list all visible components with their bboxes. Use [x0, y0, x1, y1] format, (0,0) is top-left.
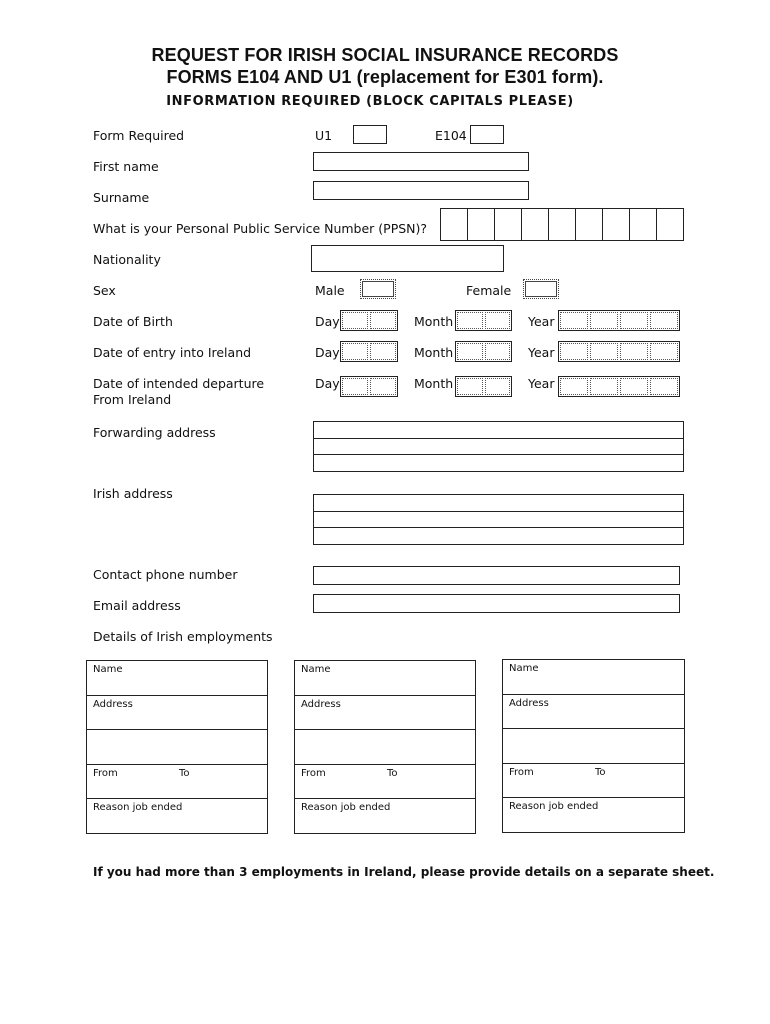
- departure-month-label: Month: [414, 376, 454, 391]
- dob-month-field[interactable]: [455, 310, 512, 331]
- departure-year-label: Year: [528, 376, 555, 391]
- female-checkbox[interactable]: [523, 279, 559, 299]
- emp2-address-label: Address: [301, 698, 341, 710]
- first-name-field[interactable]: [313, 152, 529, 171]
- email-field[interactable]: [313, 594, 680, 613]
- entry-day-field[interactable]: [340, 341, 398, 362]
- forwarding-address-label: Forwarding address: [93, 425, 216, 440]
- departure-day-field[interactable]: [340, 376, 398, 397]
- emp2-to-label: To: [387, 767, 398, 779]
- form-subtitle: INFORMATION REQUIRED (BLOCK CAPITALS PLEASE): [166, 94, 574, 109]
- entry-date-label: Date of entry into Ireland: [93, 345, 252, 360]
- emp1-from-label: From: [93, 767, 118, 779]
- emp1-address-label: Address: [93, 698, 133, 710]
- footer-note: If you had more than 3 employments in Ireland, please provide details on a separate sheet.: [93, 865, 715, 879]
- dob-year-label: Year: [528, 314, 555, 329]
- dob-day-label: Day: [315, 314, 340, 329]
- male-label: Male: [315, 283, 345, 298]
- u1-checkbox[interactable]: [353, 125, 387, 144]
- entry-year-field[interactable]: [558, 341, 680, 362]
- form-required-label: Form Required: [93, 128, 185, 143]
- emp2-reason-label: Reason job ended: [301, 802, 391, 813]
- e104-label: E104: [435, 128, 467, 143]
- entry-year-label: Year: [528, 345, 555, 360]
- employment-box-2[interactable]: [294, 660, 476, 834]
- employment-box-3[interactable]: [502, 659, 685, 833]
- emp1-to-label: To: [179, 767, 190, 779]
- ppsn-label: What is your Personal Public Service Number (PPSN)?: [93, 221, 428, 236]
- departure-date-label: Date of intended departure: [93, 376, 265, 391]
- irish-address-label: Irish address: [93, 486, 173, 501]
- ppsn-field[interactable]: [440, 208, 684, 241]
- employment-box-1[interactable]: [86, 660, 268, 834]
- irish-address-field[interactable]: [313, 494, 684, 545]
- surname-label: Surname: [93, 190, 150, 205]
- departure-day-label: Day: [315, 376, 340, 391]
- e104-checkbox[interactable]: [470, 125, 504, 144]
- departure-year-field[interactable]: [558, 376, 680, 397]
- emp3-name-label: Name: [509, 663, 539, 674]
- entry-day-label: Day: [315, 345, 340, 360]
- u1-label: U1: [315, 128, 333, 143]
- dob-day-field[interactable]: [340, 310, 398, 331]
- emp2-from-label: From: [301, 767, 326, 779]
- emp3-to-label: To: [595, 766, 606, 778]
- form-title-line-2: FORMS E104 AND U1 (replacement for E301 form).: [166, 67, 604, 87]
- forwarding-address-field[interactable]: [313, 421, 684, 472]
- nationality-label: Nationality: [93, 252, 161, 267]
- first-name-label: First name: [93, 159, 159, 174]
- employments-label: Details of Irish employments: [93, 629, 273, 644]
- dob-month-label: Month: [414, 314, 454, 329]
- phone-label: Contact phone number: [93, 567, 238, 582]
- female-label: Female: [466, 283, 512, 298]
- emp2-name-label: Name: [301, 664, 331, 675]
- emp3-reason-label: Reason job ended: [509, 801, 599, 812]
- entry-month-field[interactable]: [455, 341, 512, 362]
- nationality-field[interactable]: [311, 245, 504, 272]
- surname-field[interactable]: [313, 181, 529, 200]
- email-label: Email address: [93, 598, 181, 613]
- form-title-line-1: REQUEST FOR IRISH SOCIAL INSURANCE RECORDS: [151, 45, 619, 65]
- emp3-from-label: From: [509, 766, 534, 778]
- emp3-address-label: Address: [509, 697, 549, 709]
- dob-year-field[interactable]: [558, 310, 680, 331]
- phone-field[interactable]: [313, 566, 680, 585]
- departure-date-label-2: From Ireland: [93, 392, 172, 407]
- entry-month-label: Month: [414, 345, 454, 360]
- sex-label: Sex: [93, 283, 116, 298]
- dob-label: Date of Birth: [93, 314, 173, 329]
- departure-month-field[interactable]: [455, 376, 512, 397]
- male-checkbox[interactable]: [360, 279, 396, 299]
- emp1-name-label: Name: [93, 664, 123, 675]
- emp1-reason-label: Reason job ended: [93, 802, 183, 813]
